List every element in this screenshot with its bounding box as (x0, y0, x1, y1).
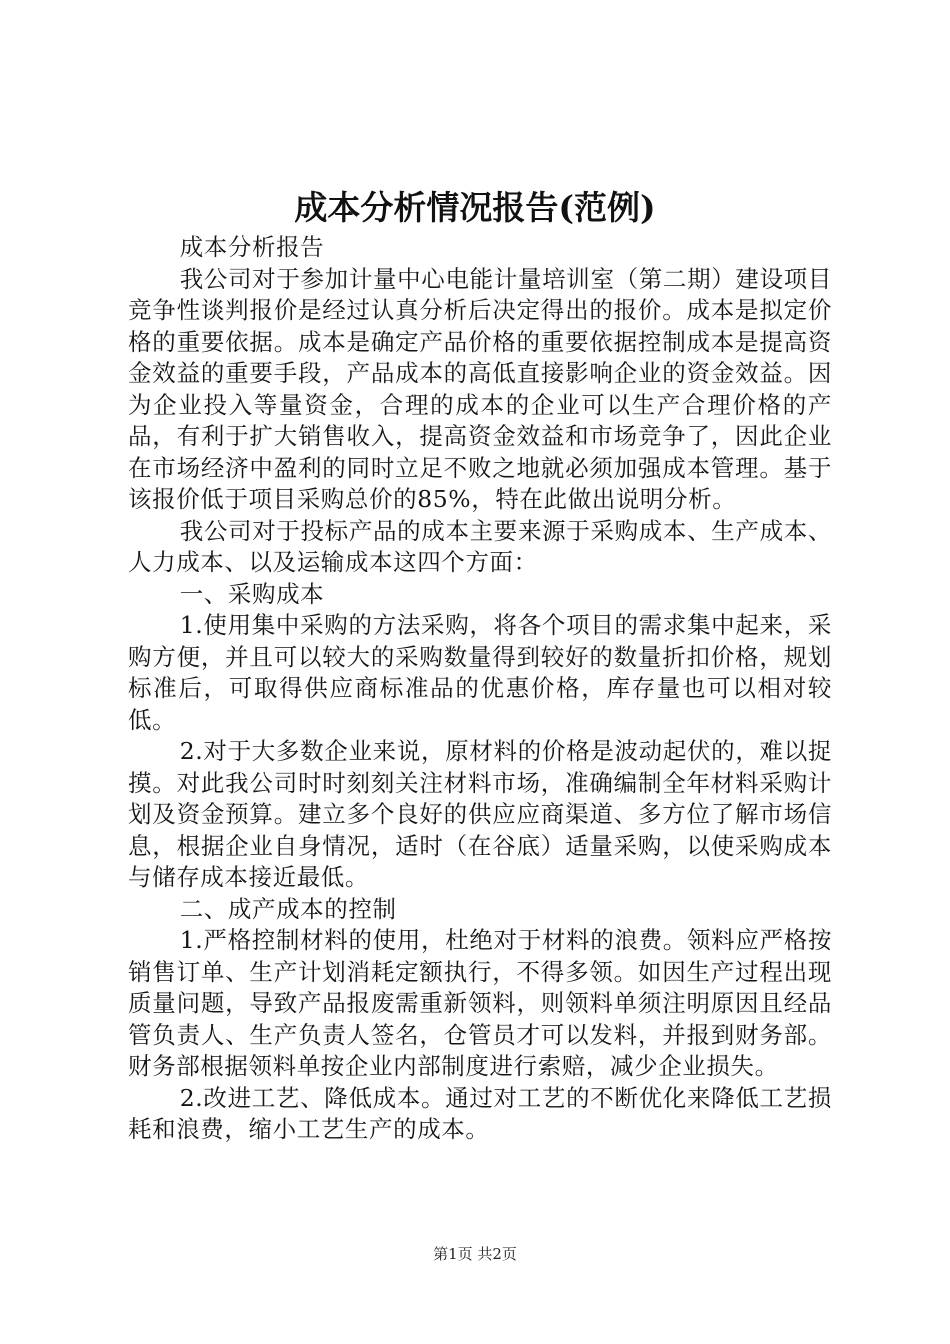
page-number-footer: 第1页 共2页 (433, 1245, 517, 1263)
paragraph-intro: 我公司对于参加计量中心电能计量培训室（第二期）建设项目竞争性谈判报价是经过认真分析后决定得出的报价。成本是拟定价格的重要依据。成本是确定产品价格的重要依据控制成本是提高资金效益的重要手段，产品成本的高低直接影响企业的资金效益。因为企业投入等量资金，合理的成本的企业可以生产合理价格的产品，有利于扩大销售收入，提高资金效益和市场竞争了，因此企业在市场经济中盈利的同时立足不败之地就必须加强成本管理。基于该报价低于项目采购总价的85%，特在此做出说明分析。 (128, 264, 832, 513)
paragraph-production-2: 2.改进工艺、降低成本。通过对工艺的不断优化来降低工艺损耗和浪费，缩小工艺生产的成本。 (128, 1083, 832, 1143)
document-body (128, 232, 832, 1146)
paragraph-cost-sources: 我公司对于投标产品的成本主要来源于采购成本、生产成本、人力成本、以及运输成本这四个方面： (128, 516, 832, 576)
section-heading-procurement: 一、采购成本 (179, 579, 325, 608)
paragraph-production-1: 1.严格控制材料的使用，杜绝对于材料的浪费。领料应严格按销售订单、生产计划消耗定额执行，不得多领。如因生产过程出现质量问题，导致产品报废需重新领料，则领料单须注明原因且经品管负责人、生产负责人签名，仓管员才可以发料，并报到财务部。财务部根据领料单按企业内部制度进行索赔，减少企业损失。 (128, 926, 832, 1080)
document-title: 成本分析情况报告(范例) (294, 188, 656, 227)
paragraph-procurement-1: 1.使用集中采购的方法采购，将各个项目的需求集中起来，采购方便，并且可以较大的采购数量得到较好的数量折扣价格，规划标准后，可取得供应商标准品的优惠价格，库存量也可以相对较低。 (128, 611, 832, 734)
section-heading-production: 二、成产成本的控制 (179, 894, 397, 923)
paragraph-subtitle: 成本分析报告 (179, 233, 325, 261)
paragraph-procurement-2: 2.对于大多数企业来说，原材料的价格是波动起伏的，难以捉摸。对此我公司时时刻刻关注材料市场，准确编制全年材料采购计划及资金预算。建立多个良好的供应应商渠道、多方位了解市场信息，根据企业自身情况，适时（在谷底）适量采购，以使采购成本与储存成本接近最低。 (128, 737, 832, 891)
